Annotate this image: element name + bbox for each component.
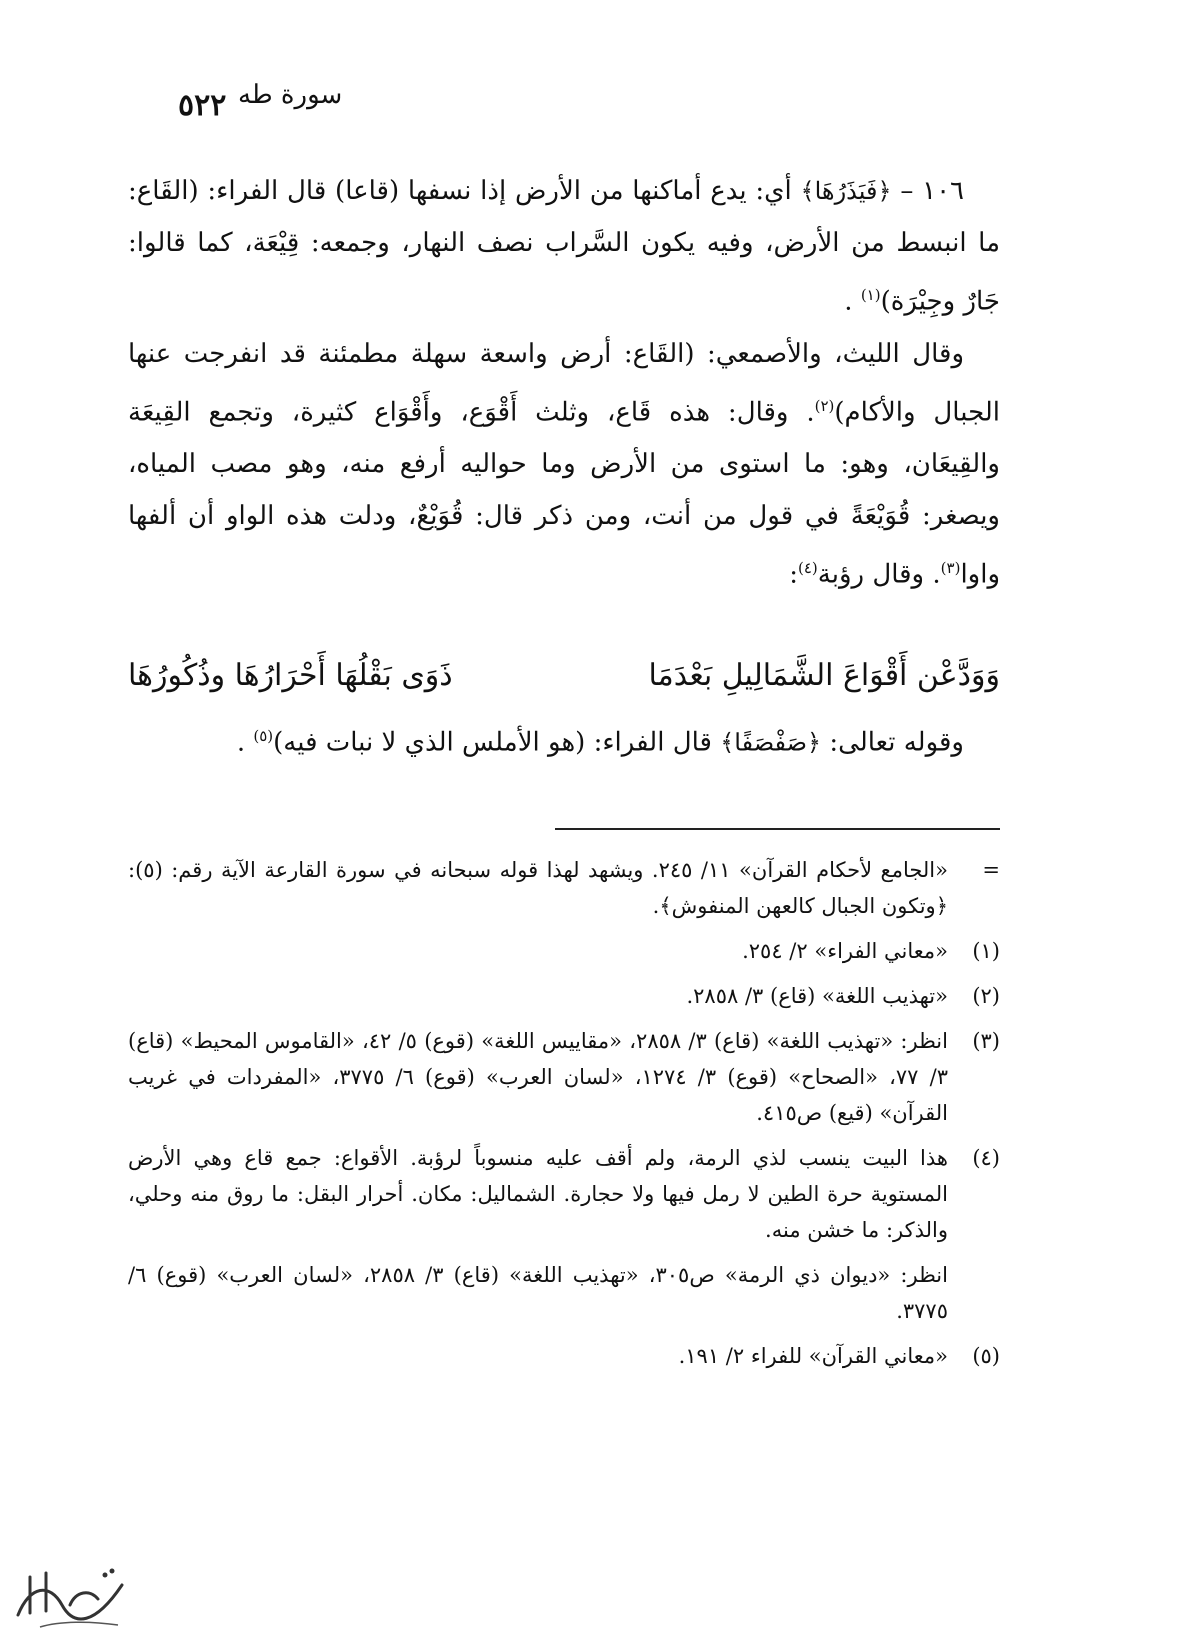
paragraph-text: . وقال: هذه قَاع، وثلث أَقْوَع، وأَقْوَاع كثيرة، وتجمع القِيعَة والقِيعَان، وهو: ما استوى من الأرض وما حواليه أرفع منه، وهو مصب المياه، ويصغر: قُوَيْعَةً في قول من أنت، ومن ذكر قال: قُوَيْعٌ، ودلت هذه الواو أن ألفها واوا xyxy=(128,397,1000,590)
footnote-text: «معاني القرآن» للفراء ٢/ ١٩١. xyxy=(678,1344,948,1368)
footnote-ref: (٤) xyxy=(797,559,818,578)
footnote-item xyxy=(128,852,1000,924)
surah-title: سورة طه xyxy=(238,80,343,110)
footnote-item xyxy=(128,933,1000,969)
footnote-number: (٢) xyxy=(972,984,1000,1008)
footnote-number xyxy=(948,1257,1000,1329)
footnote-text: «تهذيب اللغة» (قاع) ٣/ ٢٨٥٨. xyxy=(686,984,948,1008)
footnote-item xyxy=(128,1338,1000,1374)
footnote-item xyxy=(128,1257,1000,1329)
footnote-text: انظر: «ديوان ذي الرمة» ص٣٠٥، «تهذيب اللغة» (قاع) ٣/ ٢٨٥٨، «لسان العرب» (قوع) ٦/ ٣٧٧٥. xyxy=(128,1263,948,1323)
watermark-logo xyxy=(10,1555,130,1635)
footnote-item xyxy=(128,1140,1000,1248)
quran-word: ﴿فَيَذَرُهَا﴾ xyxy=(800,177,892,205)
footnote-item xyxy=(128,1023,1000,1131)
footnote-number: (٤) xyxy=(972,1146,1000,1170)
footnote-item xyxy=(128,978,1000,1014)
footnote-number: = xyxy=(982,858,1000,882)
poem-second-hemistich: ذَوَى بَقْلُهَا أَحْرَارُهَا وذُكُورُهَا xyxy=(128,658,453,693)
main-text xyxy=(128,165,1000,601)
paragraph-3-text xyxy=(128,710,1000,769)
paragraph-text: قال الفراء: (هو الأملس الذي لا نبات فيه) xyxy=(273,727,712,758)
paragraph-text: وقال الليث، والأصمعي: (القَاع: أرض واسعة سهلة مطمئنة قد انفرجت عنها الجبال والأكام) xyxy=(128,338,1001,428)
footnote-ref: (٥) xyxy=(253,727,274,745)
paragraph-end: . xyxy=(236,727,254,758)
footnote-number: (٣) xyxy=(972,1029,1000,1053)
paragraph-2 xyxy=(128,328,1000,601)
footnote-text: «الجامع لأحكام القرآن» ١١/ ٢٤٥. ويشهد لهذا قوله سبحانه في سورة القارعة الآية رقم: (٥): ﴿وتكون الجبال كالعهن المنفوش﴾. xyxy=(128,858,948,918)
footnote-separator xyxy=(555,828,1000,830)
quran-word: ﴿صَفْصَفًا﴾ xyxy=(720,728,822,757)
footnotes xyxy=(128,852,1000,1383)
footnote-ref: (١) xyxy=(860,286,881,304)
footnote-text: هذا البيت ينسب لذي الرمة، ولم أقف عليه منسوباً لرؤبة. الأقواع: جمع قاع وهي الأرض المستوية حرة الطين لا رمل فيها ولا حجارة. الشماليل: مكان. أحرار البقل: ما روق منه وحلي، والذكر: ما خشن منه. xyxy=(128,1146,948,1242)
page-number: ٥٢٢ xyxy=(178,88,227,123)
paragraph-text: : xyxy=(789,559,798,590)
verse-number: ١٠٦ – xyxy=(900,176,965,206)
poem-first-hemistich: وَوَدَّعْن أَقْوَاعَ الشَّمَالِيلِ بَعْدَمَا xyxy=(648,658,1000,693)
footnote-ref: (٢) xyxy=(814,396,835,415)
paragraph-text: . وقال رؤبة xyxy=(817,559,941,590)
paragraph-end: . xyxy=(844,286,861,317)
footnote-number: (١) xyxy=(972,939,1000,963)
footnote-number: (٥) xyxy=(972,1344,1000,1368)
paragraph-1 xyxy=(128,165,1000,328)
paragraph-text: أي: يدع أماكنها من الأرض إذا نسفها (قاعا) قال الفراء: (القَاع: ما انبسط من الأرض، وفيه يكون السَّراب نصف النهار، وجمعه: قِيْعَة، كما قالوا: جَارٌ وجِيْرَة) xyxy=(128,176,1000,317)
paragraph-text: وقوله تعالى: xyxy=(829,727,964,758)
footnote-ref: (٣) xyxy=(940,559,961,578)
footnote-text: «معاني الفراء» ٢/ ٢٥٤. xyxy=(742,939,948,963)
paragraph-3 xyxy=(128,710,1000,769)
poem-verse xyxy=(128,658,1000,693)
footnote-text: انظر: «تهذيب اللغة» (قاع) ٣/ ٢٨٥٨، «مقاييس اللغة» (قوع) ٥/ ٤٢، «القاموس المحيط» (قاع) ٣/ ٧٧، «الصحاح» (قوع) ٣/ ١٢٧٤، «لسان العرب» (قوع) ٦/ ٣٧٧٥، «المفردات في غريب القرآن» (قيع) ص٤١٥. xyxy=(128,1029,948,1125)
